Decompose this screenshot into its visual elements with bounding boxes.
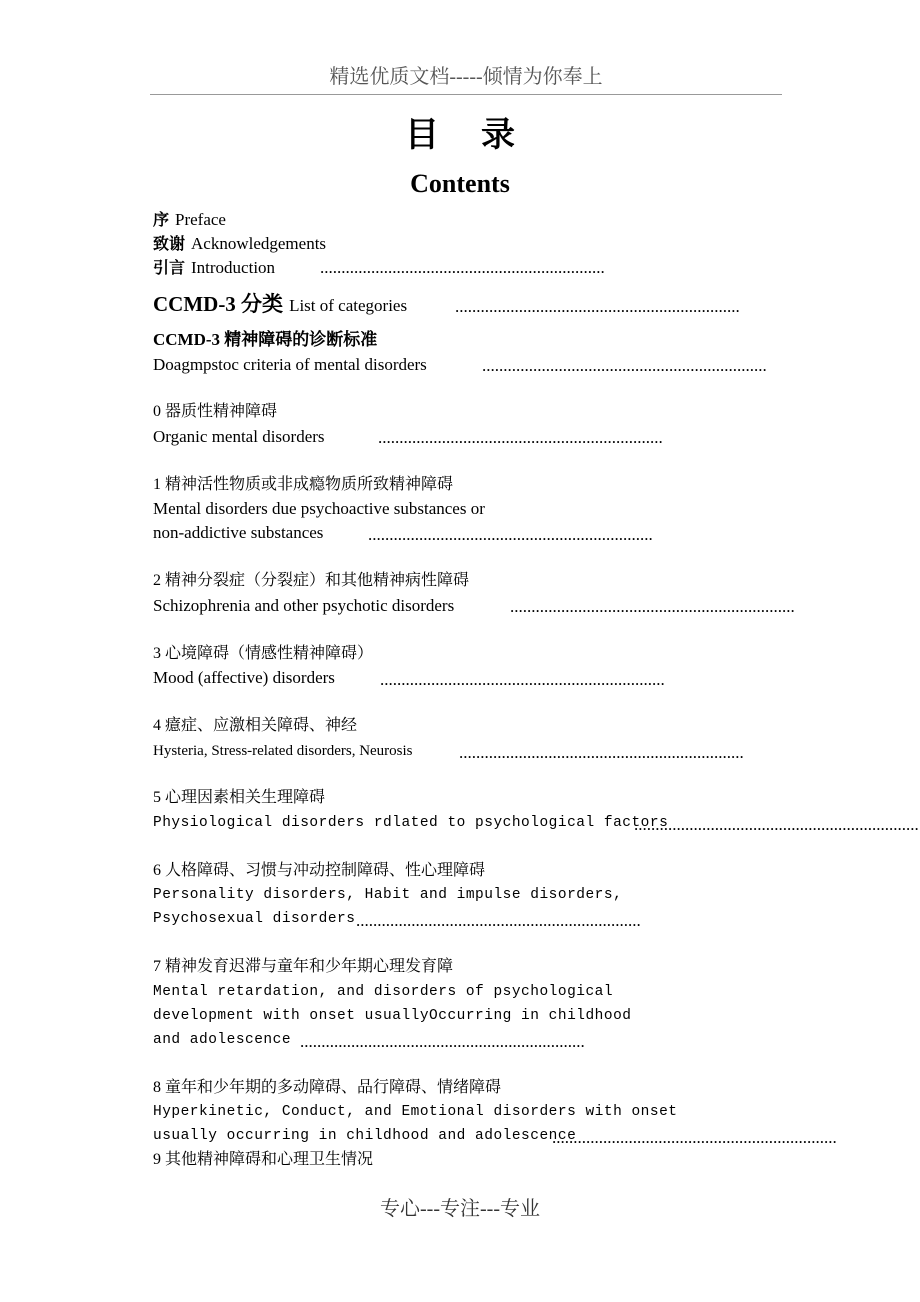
- entry-cn: 致谢: [153, 236, 186, 253]
- page-header: 精选优质文档-----倾情为你奉上: [150, 62, 782, 95]
- entry-en: Preface: [175, 210, 226, 229]
- toc-entry-preface[interactable]: [153, 209, 226, 232]
- section-1-en-line2[interactable]: non-addictive substances: [153, 523, 324, 542]
- dot-leader: ...................................................................: [300, 1032, 585, 1051]
- entry-en: Introduction: [191, 258, 276, 277]
- section-6-cn: 6 人格障碍、习惯与冲动控制障碍、性心理障碍: [153, 862, 486, 879]
- dot-leader: ...................................................................: [455, 297, 740, 316]
- section-8-en-line2[interactable]: usually occurring in childhood and adolescence: [153, 1128, 577, 1144]
- toc-entry-criteria-cn: CCMD-3 精神障碍的诊断标准: [153, 330, 378, 349]
- section-7-cn: 7 精神发育迟滞与童年和少年期心理发育障: [153, 958, 454, 975]
- dot-leader: ...................................................................: [356, 911, 641, 930]
- dot-leader: ...................................................................: [459, 743, 744, 762]
- section-5-en[interactable]: Physiological disorders rdlated to psychological factors: [153, 815, 669, 831]
- section-0-cn: 0 器质性精神障碍: [153, 403, 278, 420]
- entry-cn: 序: [153, 212, 170, 229]
- section-1-en-line1[interactable]: Mental disorders due psychoactive substances or: [153, 499, 485, 518]
- section-2-en[interactable]: Schizophrenia and other psychotic disorders: [153, 596, 455, 615]
- section-4-en[interactable]: Hysteria, Stress-related disorders, Neurosis: [153, 743, 413, 759]
- section-9-cn: 9 其他精神障碍和心理卫生情况: [153, 1151, 374, 1168]
- section-3-en[interactable]: Mood (affective) disorders: [153, 668, 335, 687]
- toc-entry-categories[interactable]: [153, 293, 407, 317]
- section-5-cn: 5 心理因素相关生理障碍: [153, 789, 326, 806]
- section-6-en-line2[interactable]: Psychosexual disorders: [153, 911, 356, 927]
- section-8-cn: 8 童年和少年期的多动障碍、品行障碍、情绪障碍: [153, 1079, 502, 1096]
- dot-leader: ...................................................................: [380, 670, 665, 689]
- dot-leader: ...................................................................: [510, 597, 795, 616]
- toc-entry-introduction[interactable]: [153, 257, 275, 280]
- toc-entry-criteria-en[interactable]: Doagmpstoc criteria of mental disorders: [153, 355, 427, 374]
- section-6-en-line1[interactable]: Personality disorders, Habit and impulse disorders,: [153, 887, 623, 903]
- dot-leader: ...................................................................: [482, 356, 767, 375]
- entry-en: List of categories: [289, 296, 408, 315]
- section-7-en-line1[interactable]: Mental retardation, and disorders of psychological: [153, 984, 614, 1000]
- section-1-cn: 1 精神活性物质或非成瘾物质所致精神障碍: [153, 476, 454, 493]
- dot-leader: ...................................................................: [552, 1128, 837, 1147]
- title-chinese: 目录: [405, 117, 557, 154]
- section-7-en-line2[interactable]: development with onset usuallyOccurring in childhood: [153, 1008, 632, 1024]
- dot-leader: ...................................................................: [378, 428, 663, 447]
- dot-leader: ...................................................................: [634, 815, 919, 834]
- entry-en: Acknowledgements: [191, 234, 327, 253]
- entry-cn: CCMD-3 分类: [153, 292, 284, 316]
- toc-entry-acknowledgements[interactable]: [153, 233, 326, 256]
- section-8-en-line1[interactable]: Hyperkinetic, Conduct, and Emotional disorders with onset: [153, 1104, 678, 1120]
- section-2-cn: 2 精神分裂症（分裂症）和其他精神病性障碍: [153, 572, 470, 589]
- section-4-cn: 4 癔症、应激相关障碍、神经: [153, 717, 358, 734]
- dot-leader: ...................................................................: [320, 258, 605, 277]
- entry-cn: 引言: [153, 260, 186, 277]
- section-0-en[interactable]: Organic mental disorders: [153, 427, 325, 446]
- section-3-cn: 3 心境障碍（情感性精神障碍）: [153, 645, 374, 662]
- section-7-en-line3[interactable]: and adolescence: [153, 1032, 292, 1048]
- page-footer: 专心---专注---专业: [380, 1198, 540, 1220]
- dot-leader: ...................................................................: [368, 525, 653, 544]
- title-english: Contents: [410, 169, 510, 198]
